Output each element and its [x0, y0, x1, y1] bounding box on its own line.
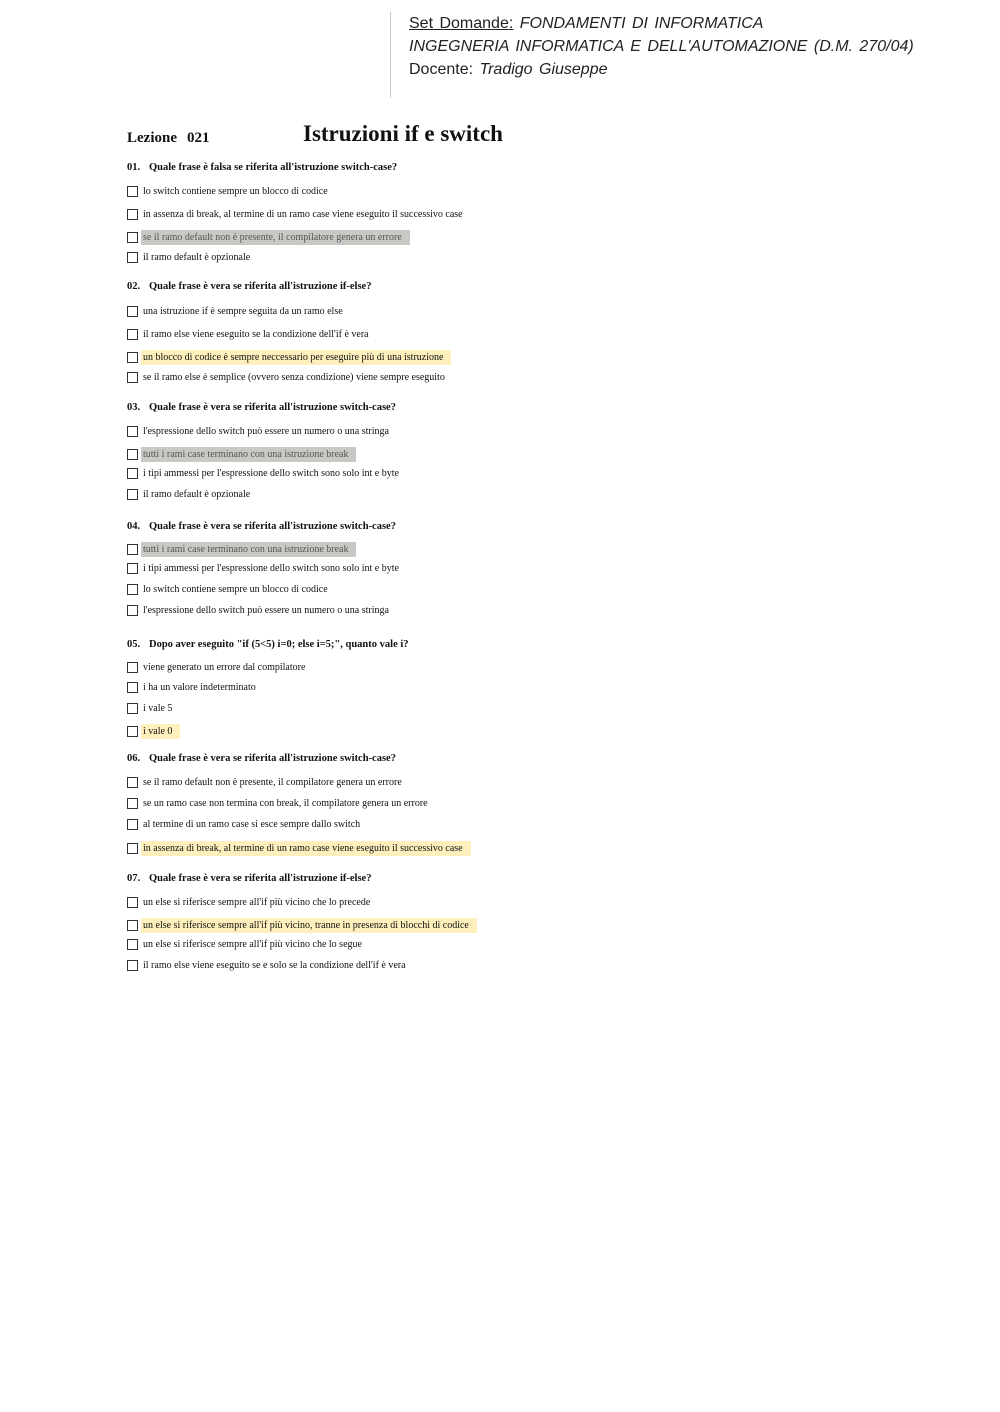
question-number: 01.	[127, 162, 141, 173]
answer-text: i vale 5	[143, 702, 173, 714]
answer-checkbox[interactable]	[127, 252, 138, 263]
answer-checkbox[interactable]	[127, 489, 138, 500]
teacher-label: Docente:	[409, 61, 474, 78]
degree-name: INGEGNERIA INFORMATICA E DELL'AUTOMAZIONE (D.M. 270/04)	[409, 38, 914, 55]
answer-checkbox[interactable]	[127, 232, 138, 243]
question-text: Quale frase è vera se riferita all'istruzione switch-case?	[149, 753, 396, 764]
answer-checkbox[interactable]	[127, 939, 138, 950]
question-number: 05.	[127, 639, 141, 650]
answer-option[interactable]	[127, 486, 252, 502]
lesson-number	[127, 130, 210, 147]
set-label: Set Domande	[409, 15, 509, 32]
answer-text: tutti i rami case terminano con una istruzione break	[141, 447, 356, 462]
question-title	[127, 753, 396, 764]
answer-text: se il ramo default non è presente, il compilatore genera un errore	[143, 776, 402, 788]
question-title	[127, 402, 396, 413]
question-number: 02.	[127, 281, 141, 292]
answer-text: il ramo default è opzionale	[143, 251, 251, 263]
answer-option[interactable]	[127, 659, 307, 675]
answer-text: un else si riferisce sempre all'if più vicino che lo precede	[143, 896, 371, 908]
answer-text: tutti i rami case terminano con una istruzione break	[141, 542, 356, 557]
answer-checkbox[interactable]	[127, 703, 138, 714]
answer-option[interactable]	[127, 581, 330, 597]
answer-checkbox[interactable]	[127, 897, 138, 908]
answer-checkbox[interactable]	[127, 920, 138, 931]
answer-option[interactable]	[127, 917, 477, 933]
answer-option[interactable]	[127, 369, 447, 385]
answer-checkbox[interactable]	[127, 777, 138, 788]
answer-checkbox[interactable]	[127, 819, 138, 830]
answer-text: un else si riferisce sempre all'if più vicino, tranne in presenza di blocchi di codice	[141, 918, 477, 933]
teacher-line	[409, 58, 950, 81]
answer-text: un blocco di codice è sempre neccessario per eseguire più di una istruzione	[141, 350, 451, 365]
answer-text: l'espressione dello switch può essere un numero o una stringa	[143, 425, 389, 437]
answer-checkbox[interactable]	[127, 468, 138, 479]
answer-option[interactable]	[127, 183, 330, 199]
answer-text: il ramo else viene eseguito se la condizione dell'if è vera	[143, 328, 369, 340]
answer-option[interactable]	[127, 206, 465, 222]
question-text: Quale frase è falsa se riferita all'istruzione switch-case?	[149, 162, 398, 173]
answer-checkbox[interactable]	[127, 605, 138, 616]
answer-checkbox[interactable]	[127, 372, 138, 383]
answer-option[interactable]	[127, 723, 180, 739]
answer-option[interactable]	[127, 774, 404, 790]
degree-line	[409, 35, 950, 58]
answer-option[interactable]	[127, 349, 451, 365]
answer-option[interactable]	[127, 840, 471, 856]
answer-checkbox[interactable]	[127, 306, 138, 317]
answer-text: il ramo default è opzionale	[143, 488, 251, 500]
answer-option[interactable]	[127, 679, 258, 695]
answer-option[interactable]	[127, 541, 356, 557]
answer-checkbox[interactable]	[127, 186, 138, 197]
answer-text: una istruzione if è sempre seguita da un ramo else	[143, 305, 343, 317]
answer-option[interactable]	[127, 957, 408, 973]
answer-option[interactable]	[127, 894, 372, 910]
answer-option[interactable]	[127, 602, 391, 618]
answer-text: se un ramo case non termina con break, il compilatore genera un errore	[143, 797, 428, 809]
question-title	[127, 873, 371, 884]
answer-checkbox[interactable]	[127, 544, 138, 555]
set-line	[409, 12, 950, 35]
answer-text: un else si riferisce sempre all'if più vicino che lo segue	[143, 938, 362, 950]
answer-option[interactable]	[127, 816, 362, 832]
answer-checkbox[interactable]	[127, 352, 138, 363]
question-title	[127, 639, 409, 650]
answer-checkbox[interactable]	[127, 584, 138, 595]
course-name: FONDAMENTI DI INFORMATICA	[519, 15, 764, 32]
answer-text: in assenza di break, al termine di un ramo case viene eseguito il successivo case	[143, 208, 463, 220]
answer-checkbox[interactable]	[127, 798, 138, 809]
answer-text: i tipi ammessi per l'espressione dello switch sono solo int e byte	[143, 467, 399, 479]
question-number: 04.	[127, 521, 141, 532]
answer-option[interactable]	[127, 423, 391, 439]
question-text: Quale frase è vera se riferita all'istruzione switch-case?	[149, 402, 396, 413]
answer-text: in assenza di break, al termine di un ramo case viene eseguito il successivo case	[141, 841, 471, 856]
answer-option[interactable]	[127, 560, 401, 576]
lesson-label: Lezione	[127, 130, 177, 146]
answer-option[interactable]	[127, 326, 371, 342]
answer-option[interactable]	[127, 700, 174, 716]
question-text: Quale frase è vera se riferita all'istruzione if-else?	[149, 873, 372, 884]
question-title	[127, 521, 396, 532]
answer-option[interactable]	[127, 465, 401, 481]
answer-option[interactable]	[127, 446, 356, 462]
question-text: Quale frase è vera se riferita all'istruzione switch-case?	[149, 521, 396, 532]
answer-checkbox[interactable]	[127, 682, 138, 693]
lesson-id: 021	[187, 130, 210, 146]
answer-text: se il ramo default non è presente, il compilatore genera un errore	[141, 230, 410, 245]
question-text: Dopo aver eseguito "if (5<5) i=0; else i=5;", quanto vale i?	[149, 639, 409, 650]
answer-checkbox[interactable]	[127, 960, 138, 971]
answer-checkbox[interactable]	[127, 449, 138, 460]
question-title	[127, 281, 371, 292]
page-title: Istruzioni if e switch	[303, 121, 503, 146]
answer-checkbox[interactable]	[127, 843, 138, 854]
question-number: 06.	[127, 753, 141, 764]
question-number: 03.	[127, 402, 141, 413]
set-colon: :	[508, 15, 514, 32]
answer-text: viene generato un errore dal compilatore	[143, 661, 306, 673]
answer-text: i ha un valore indeterminato	[143, 681, 256, 693]
answer-text: lo switch contiene sempre un blocco di codice	[143, 583, 328, 595]
document-header	[390, 12, 950, 98]
answer-option[interactable]	[127, 795, 430, 811]
answer-checkbox[interactable]	[127, 426, 138, 437]
answer-text: l'espressione dello switch può essere un numero o una stringa	[143, 604, 389, 616]
question-number: 07.	[127, 873, 141, 884]
question-text: Quale frase è vera se riferita all'istruzione if-else?	[149, 281, 372, 292]
answer-option[interactable]	[127, 936, 364, 952]
answer-text: se il ramo else è semplice (ovvero senza condizione) viene sempre eseguito	[143, 371, 445, 383]
answer-option[interactable]	[127, 249, 252, 265]
answer-text: i vale 0	[141, 724, 180, 739]
answer-option[interactable]	[127, 303, 345, 319]
answer-text: lo switch contiene sempre un blocco di codice	[143, 185, 328, 197]
answer-text: i tipi ammessi per l'espressione dello switch sono solo int e byte	[143, 562, 399, 574]
answer-checkbox[interactable]	[127, 726, 138, 737]
answer-checkbox[interactable]	[127, 209, 138, 220]
answer-option[interactable]	[127, 229, 410, 245]
teacher-name: Tradigo Giuseppe	[479, 61, 608, 78]
question-title	[127, 162, 397, 173]
answer-text: al termine di un ramo case si esce sempre dallo switch	[143, 818, 361, 830]
answer-text: il ramo else viene eseguito se e solo se la condizione dell'if è vera	[143, 959, 406, 971]
answer-checkbox[interactable]	[127, 662, 138, 673]
answer-checkbox[interactable]	[127, 329, 138, 340]
answer-checkbox[interactable]	[127, 563, 138, 574]
